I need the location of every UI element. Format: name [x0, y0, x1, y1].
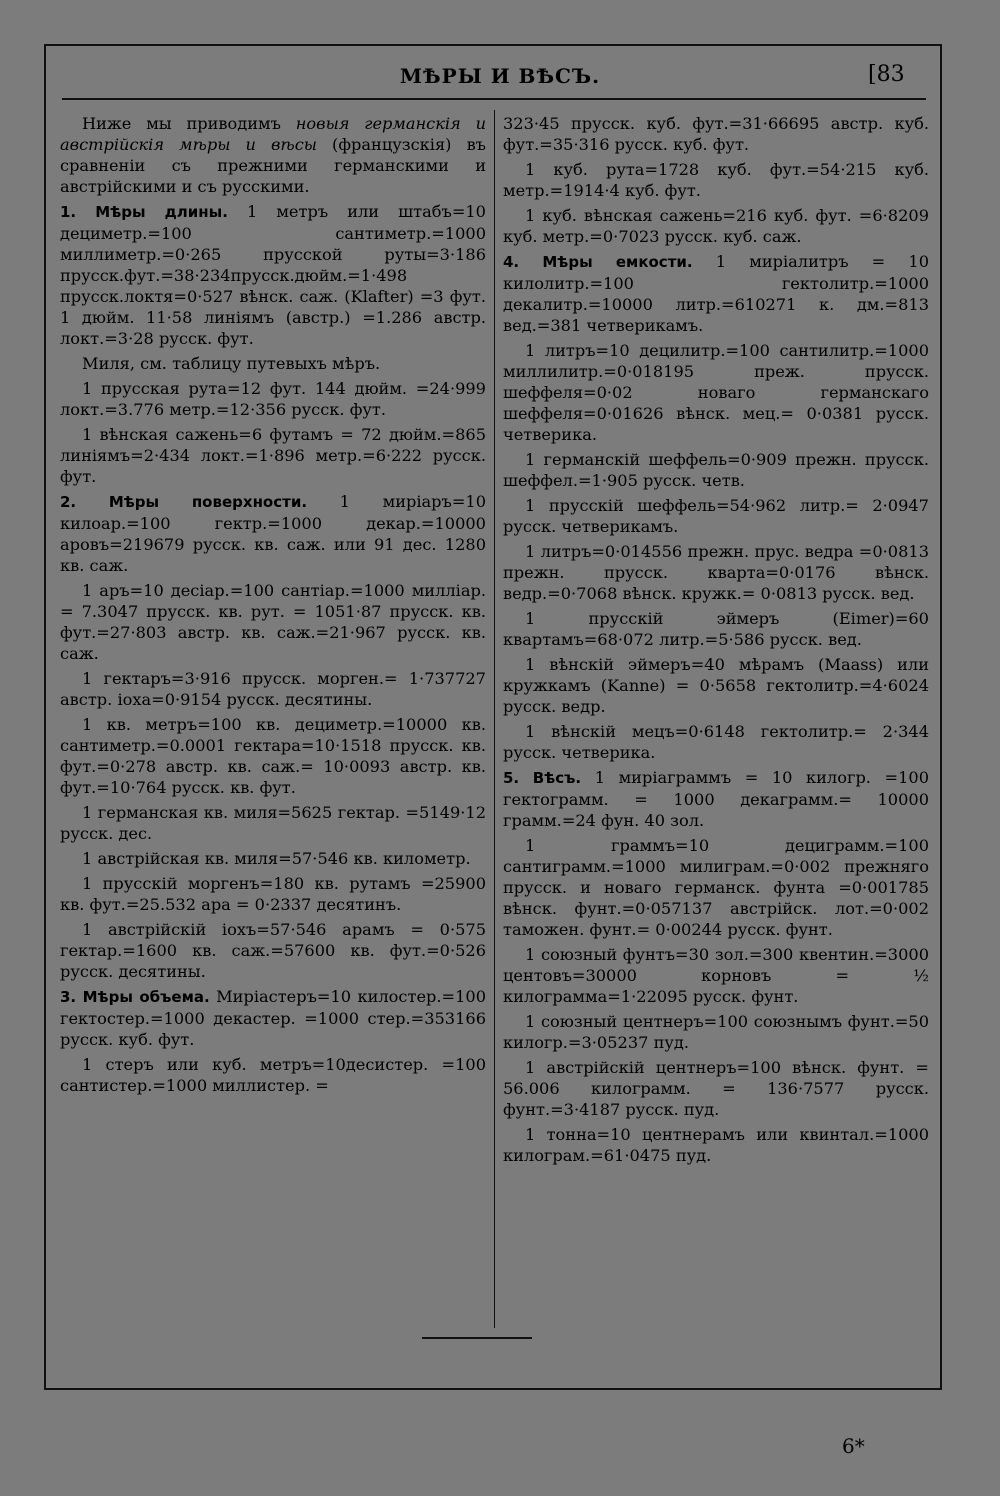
intro-text-2: (французскія) въ сравненіи съ прежними германскими и австрійскими и съ русскими. [60, 135, 486, 196]
section-heading-length: 1. Мѣры длины. [60, 203, 228, 221]
section-text: 1 миріалитръ = 10 килолитр.=100 гектолитр.=1000 декалитр.=10000 литр.=610271 к. дм.=813 вед.=381 четверикамъ. [503, 252, 929, 335]
paragraph: 1 литръ=0·014556 прежн. прус. ведра =0·0813 прежн. прусск. кварта=0·0176 вѣнск. ведр.=0·7068 вѣнск. кружк.= 0·0813 русск. вед. [503, 542, 929, 603]
left-column [60, 113, 486, 1100]
paragraph: 1 вѣнская сажень=6 футамъ = 72 дюйм.=865 линіямъ=2·434 локт.=1·896 метр.=6·222 русск. фут. [60, 425, 486, 486]
paragraph: 1 прусскій эймеръ (Eimer)=60 квартамъ=68·072 литр.=5·586 русск. вед. [503, 609, 929, 649]
section-heading-volume: 3. Мѣры объема. [60, 988, 210, 1006]
paragraph: 1 прусскій шеффель=54·962 литр.= 2·0947 русск. четверикамъ. [503, 496, 929, 536]
intro-text-1: Ниже мы приводимъ [82, 114, 296, 133]
paragraph: 1 гектаръ=3·916 прусск. морген.= 1·737727 австр. іоха=0·9154 русск. десятины. [60, 669, 486, 709]
header-rule [62, 98, 926, 100]
section-heading-area: 2. Мѣры поверхности. [60, 493, 308, 511]
paragraph: 1 куб. рута=1728 куб. фут.=54·215 куб. метр.=1914·4 куб. фут. [503, 160, 929, 200]
bottom-rule [422, 1337, 532, 1339]
paragraph: Миля, см. таблицу путевыхъ мѣръ. [82, 354, 381, 373]
signature-mark: 6* [842, 1434, 865, 1458]
paragraph: 1 стеръ или куб. метръ=10десистер. =100 сантистер.=1000 миллистер. = [60, 1055, 486, 1095]
right-column [503, 113, 929, 1170]
paragraph: 1 австрійская кв. миля=57·546 кв. километр. [82, 849, 471, 868]
paragraph: 1 австрійскій центнеръ=100 вѣнск. фунт. = 56.006 килограмм. = 136·7577 русск. фунт.=3·4187 русск. пуд. [503, 1058, 929, 1119]
paragraph: 1 кв. метръ=100 кв. дециметр.=10000 кв. сантиметр.=0.0001 гектара=10·1518 прусск. кв. фут.=0·278 австр. кв. саж.= 10·0093 австр. кв. фут.=10·764 русск. кв. фут. [60, 715, 486, 797]
intro-paragraph [60, 113, 486, 197]
paragraph: 1 вѣнскій эймеръ=40 мѣрамъ (Maass) или кружкамъ (Kanne) = 0·5658 гектолитр.=4·6024 русск. ведр. [503, 655, 929, 716]
intro-emphasis: новыя германскія и австрійскія мѣры и вѣсы [60, 114, 486, 154]
paragraph: 1 куб. вѣнская сажень=216 куб. фут. =6·8209 куб. метр.=0·7023 русск. куб. саж. [503, 206, 929, 246]
section-text: 1 метръ или штабъ=10 дециметр.=100 сантиметр.=1000 миллиметр.=0·265 прусской руты=3·186 прусск.фут.=38·234прусск.дюйм.=1·498 прусск.локтя=0·527 вѣнск. саж. (Klafter) =3 фут. 1 дюйм. 11·58 линіямъ (австр.) =1.286 австр. локт.=3·28 русск. фут. [60, 202, 486, 348]
paragraph: 1 прусскій моргенъ=180 кв. рутамъ =25900 кв. фут.=25.532 ара = 0·2337 десятинъ. [60, 874, 486, 914]
paragraph: 1 аръ=10 десіар.=100 сантіар.=1000 милліар. = 7.3047 прусск. кв. рут. = 1051·87 прусск. кв. фут.=27·803 австр. кв. саж.=21·967 русск. кв. саж. [60, 581, 486, 663]
paragraph: 1 германская кв. миля=5625 гектар. =5149·12 русск. дес. [60, 803, 486, 843]
page-number: [83 [868, 62, 905, 87]
page-title: МѢРЫ И ВѢСЪ. [399, 64, 601, 88]
paragraph: 1 вѣнскій мецъ=0·6148 гектолитр.= 2·344 русск. четверика. [503, 722, 929, 762]
column-divider [494, 110, 495, 1328]
paragraph: 1 граммъ=10 дециграмм.=100 сантиграмм.=1000 милиграм.=0·002 прежняго прусск. и новаго германск. фунта =0·001785 вѣнск. фунт.=0·057137 австрійск. лот.=0·002 таможен. фунт.= 0·00244 русск. фунт. [503, 836, 929, 939]
section-heading-weight: 5. Вѣсъ. [503, 769, 582, 787]
section-text: 1 миріаръ=10 килоар.=100 гектр.=1000 декар.=10000 аровъ=219679 русск. кв. саж. или 91 дес. 1280 кв. саж. [60, 492, 487, 575]
paragraph: 1 германскій шеффель=0·909 прежн. прусск. шеффел.=1·905 русск. четв. [503, 450, 929, 490]
section-text: 1 миріаграммъ = 10 килогр. =100 гектограмм. = 1000 декаграмм.= 10000 грамм.=24 фун. 40 зол. [503, 768, 929, 830]
paragraph: 1 прусская рута=12 фут. 144 дюйм. =24·999 локт.=3.776 метр.=12·356 русск. фут. [60, 379, 486, 419]
paragraph: 1 литръ=10 децилитр.=100 сантилитр.=1000 миллилитр.=0·018195 преж. прусск. шеффеля=0·02 новаго германскаго шеффеля=0·01626 вѣнск. мец.= 0·0381 русск. четверика. [503, 341, 929, 444]
paragraph: 1 союзный фунтъ=30 зол.=300 квентин.=3000 центовъ=30000 корновъ = ½ килограмма=1·22095 русск. фунт. [503, 945, 929, 1006]
paragraph: 1 союзный центнеръ=100 союзнымъ фунт.=50 килогр.=3·05237 пуд. [503, 1012, 929, 1052]
paragraph: 1 тонна=10 центнерамъ или квинтал.=1000 килограм.=61·0475 пуд. [503, 1125, 929, 1165]
paragraph-continuation: 323·45 прусск. куб. фут.=31·66695 австр. куб. фут.=35·316 русск. куб. фут. [503, 114, 929, 154]
section-text: Миріастеръ=10 килостер.=100 гектостер.=1000 декастер. =1000 стер.=353166 русск. куб. фут. [60, 987, 486, 1049]
paragraph: 1 австрійскій іохъ=57·546 арамъ = 0·575 гектар.=1600 кв. саж.=57600 кв. фут.=0·526 русск. десятины. [60, 920, 486, 981]
section-heading-capacity: 4. Мѣры емкости. [503, 253, 693, 271]
